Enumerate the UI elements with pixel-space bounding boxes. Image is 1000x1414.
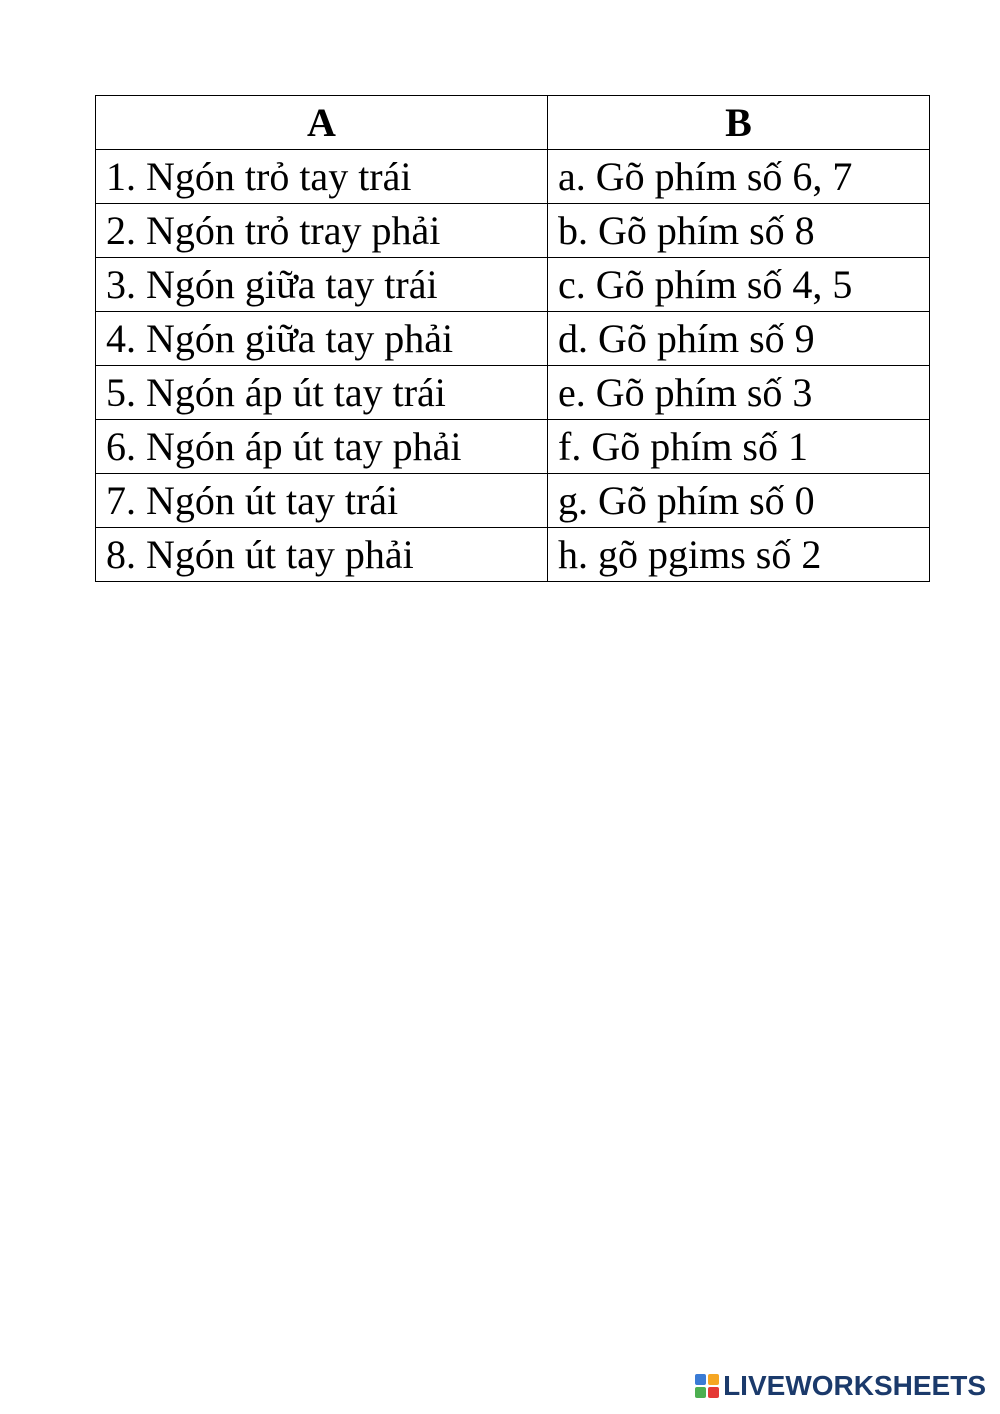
brand-name: LIVEWORKSHEETS: [723, 1370, 986, 1401]
column-b-cell: b. Gõ phím số 8: [548, 204, 930, 258]
column-b-header: B: [548, 96, 930, 150]
column-b-cell: f. Gõ phím số 1: [548, 420, 930, 474]
logo-square: [708, 1374, 719, 1385]
table-row: [96, 150, 930, 204]
table-row: [96, 474, 930, 528]
column-a-header: A: [96, 96, 548, 150]
column-a-cell: 4. Ngón giữa tay phải: [96, 312, 548, 366]
liveworksheets-logo-icon: [695, 1374, 719, 1398]
logo-square: [708, 1387, 719, 1398]
column-a-cell: 7. Ngón út tay trái: [96, 474, 548, 528]
column-a-cell: 6. Ngón áp út tay phải: [96, 420, 548, 474]
column-b-cell: e. Gõ phím số 3: [548, 366, 930, 420]
table-row: [96, 312, 930, 366]
column-b-cell: d. Gõ phím số 9: [548, 312, 930, 366]
table-row: [96, 528, 930, 582]
logo-square: [695, 1387, 706, 1398]
table-row: [96, 204, 930, 258]
table-row: [96, 420, 930, 474]
table-row: [96, 258, 930, 312]
table-row: [96, 366, 930, 420]
column-a-cell: 2. Ngón trỏ tray phải: [96, 204, 548, 258]
column-b-cell: a. Gõ phím số 6, 7: [548, 150, 930, 204]
logo-square: [695, 1374, 706, 1385]
liveworksheets-watermark: [695, 1370, 986, 1402]
column-a-cell: 8. Ngón út tay phải: [96, 528, 548, 582]
column-a-cell: 5. Ngón áp út tay trái: [96, 366, 548, 420]
column-b-cell: h. gõ pgims số 2: [548, 528, 930, 582]
column-b-cell: g. Gõ phím số 0: [548, 474, 930, 528]
column-a-cell: 3. Ngón giữa tay trái: [96, 258, 548, 312]
matching-table: [95, 95, 930, 582]
column-a-cell: 1. Ngón trỏ tay trái: [96, 150, 548, 204]
column-b-cell: c. Gõ phím số 4, 5: [548, 258, 930, 312]
header-row: [96, 96, 930, 150]
